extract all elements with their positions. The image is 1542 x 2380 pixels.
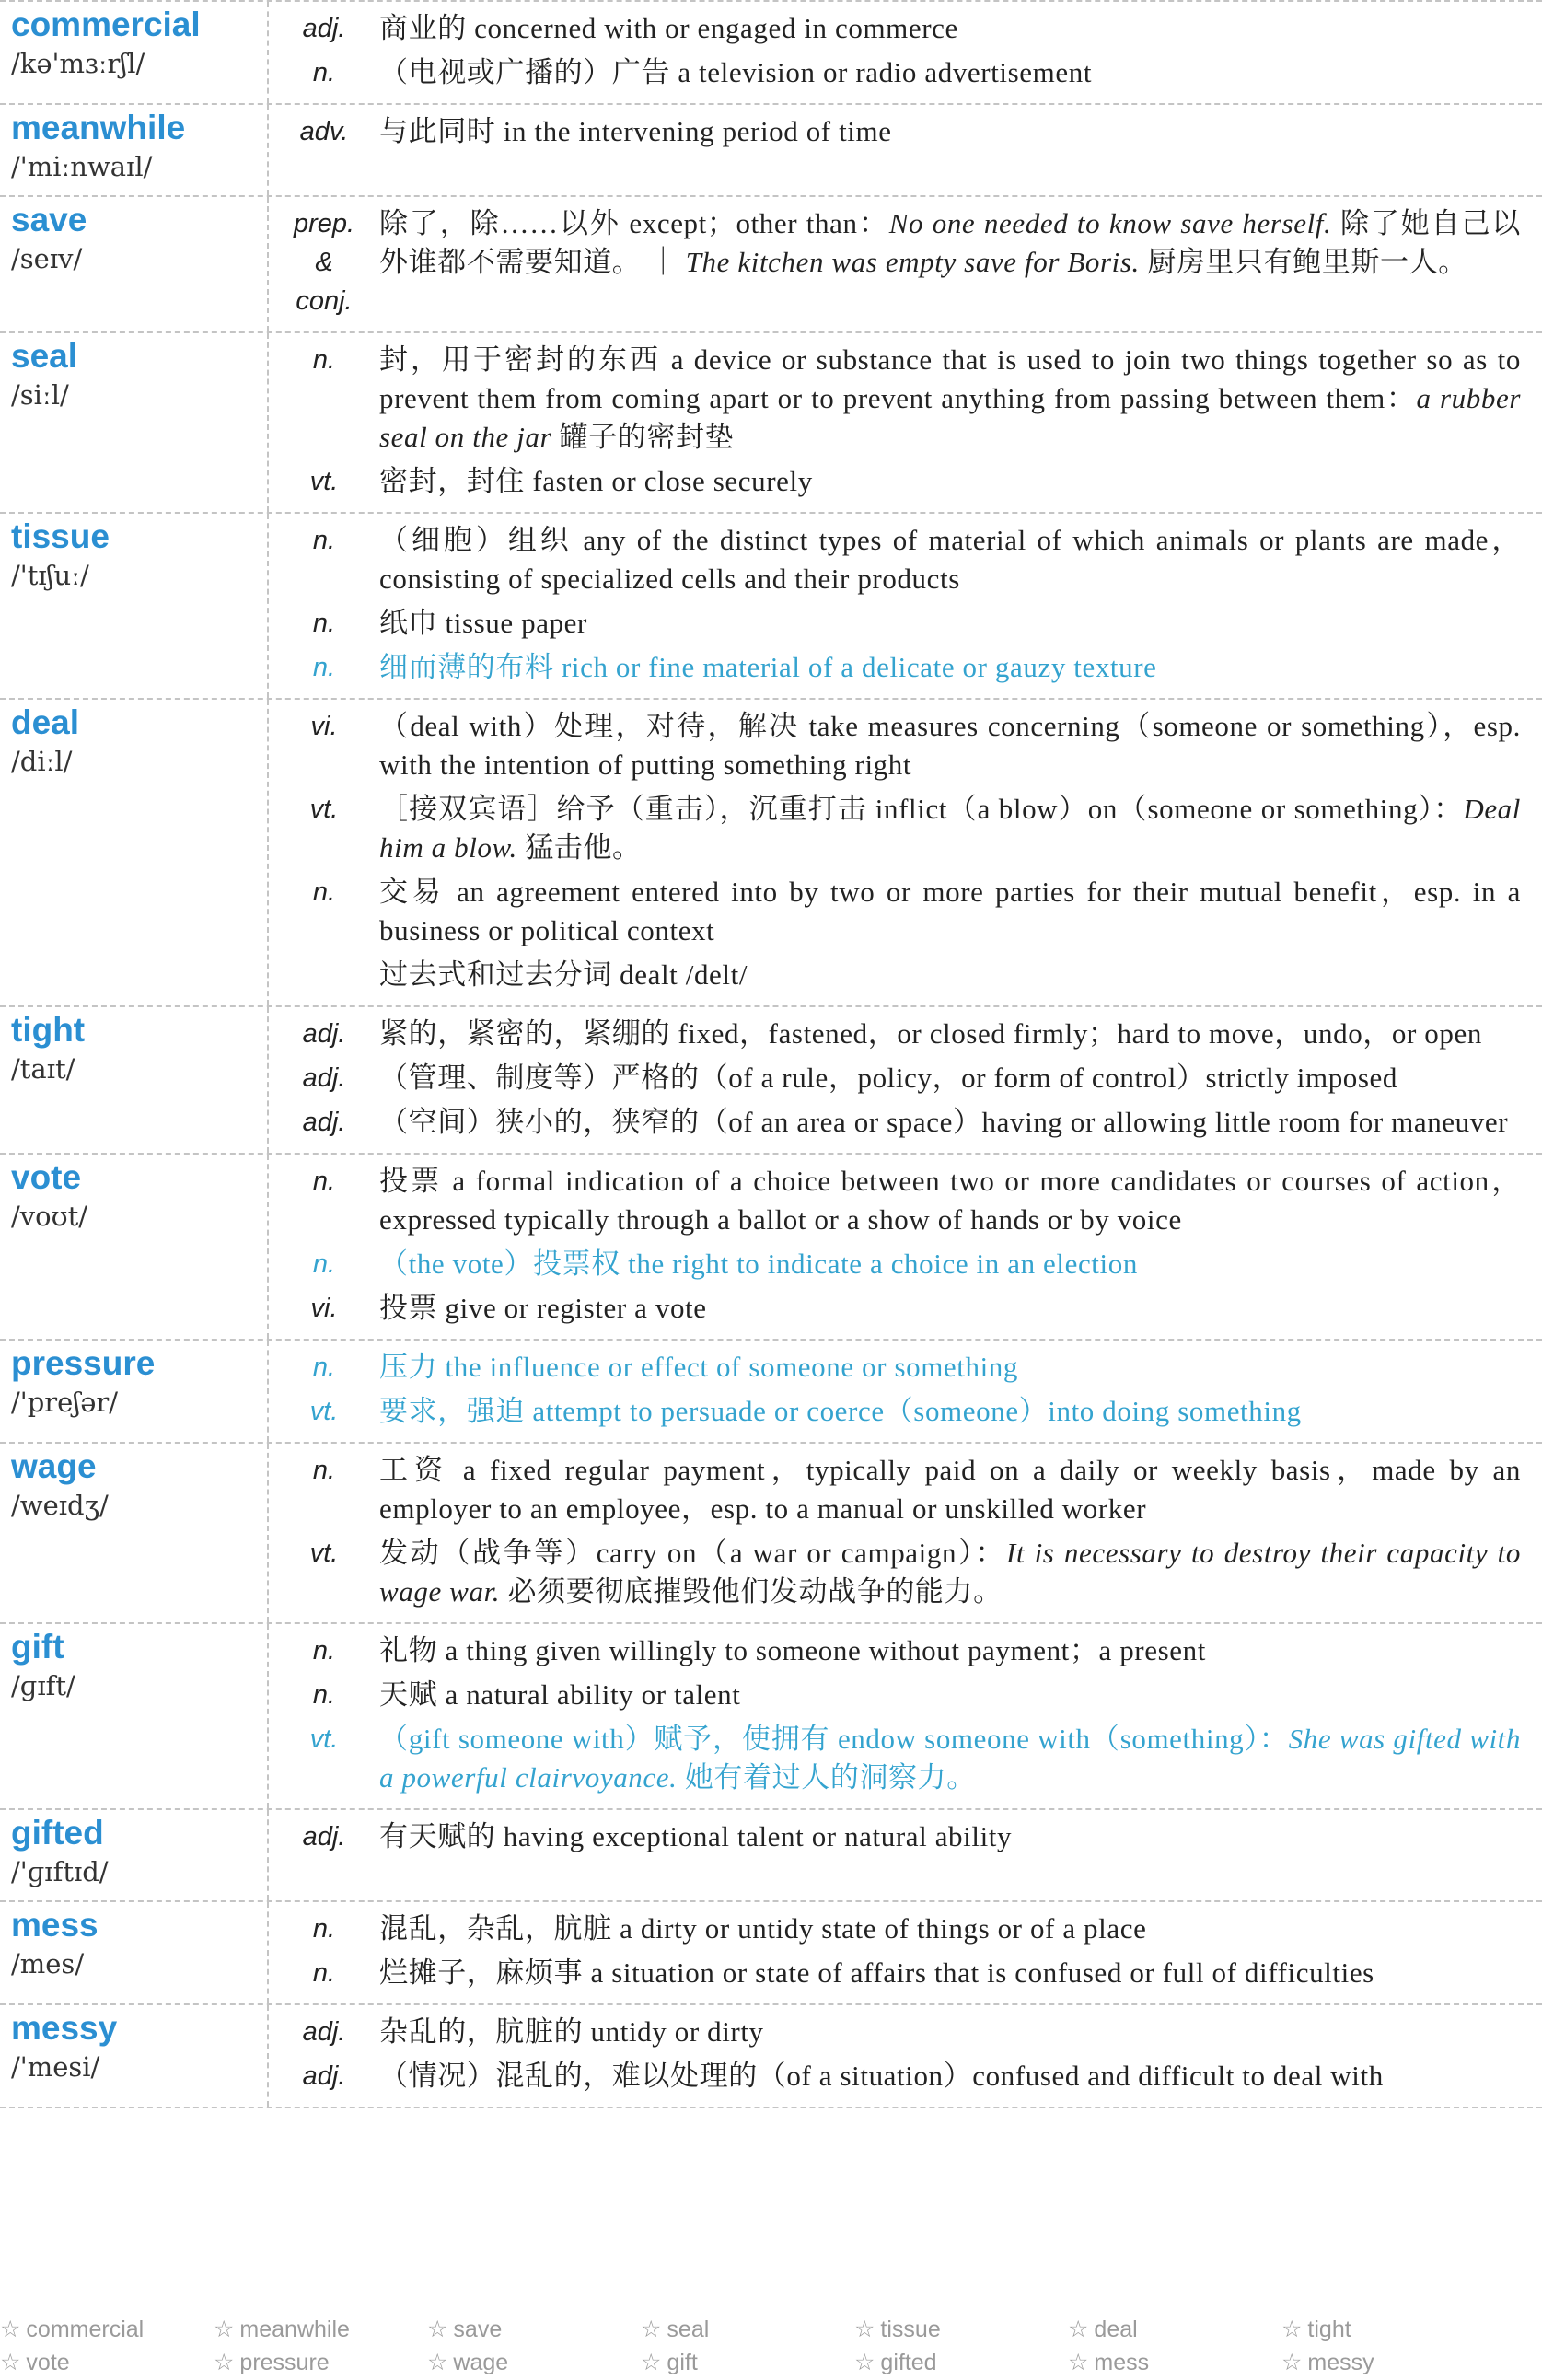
nav-link-label: tight <box>1307 2316 1351 2342</box>
entry-wage <box>0 1444 1542 1624</box>
definition <box>379 1059 1521 1097</box>
sense <box>269 1954 1542 1992</box>
nav-link-messy[interactable] <box>1281 2346 1495 2379</box>
headword: wage <box>11 1447 97 1485</box>
nav-row <box>0 2313 1542 2346</box>
phonetic: /'tɪʃuː/ <box>11 560 89 591</box>
part-of-speech: n. <box>312 1456 336 1485</box>
definition <box>379 1162 1521 1239</box>
part-of-speech: vt. <box>309 795 339 824</box>
definition-text: 封，用于密封的东西 a device or substance that is used to join two things together so as to prevent them from coming apart or to prevent anything from passing between them： <box>379 343 1521 414</box>
example-translation: 除了她自己以外谁都不需要知道。 <box>379 207 1521 278</box>
definition <box>379 9 1521 48</box>
headword-column <box>0 1341 269 1442</box>
sense-list <box>269 333 1542 512</box>
phonetic: /taɪt/ <box>11 1053 75 1085</box>
part-of-speech: adj. <box>302 1822 346 1852</box>
sense-list <box>269 1810 1542 1900</box>
nav-link-tight[interactable] <box>1281 2313 1495 2346</box>
star-icon: ☆ <box>1068 2316 1089 2342</box>
definition <box>379 1817 1521 1856</box>
definition-text: 发动（战争等）carry on（a war or campaign）： <box>379 1537 1007 1569</box>
headword: seal <box>11 337 78 375</box>
headword-column <box>0 1155 269 1339</box>
headword: gift <box>11 1628 64 1666</box>
entry-tight <box>0 1007 1542 1155</box>
definition-text: 商业的 concerned with or engaged in commerce <box>379 12 958 44</box>
headword: deal <box>11 703 80 741</box>
definition <box>379 1631 1521 1670</box>
part-of-speech: adj. <box>302 1063 346 1093</box>
definition-text: （电视或广播的）广告 a television or radio advertisement <box>379 56 1093 88</box>
sense <box>269 9 1542 48</box>
definition-text: 投票 give or register a vote <box>379 1292 707 1324</box>
nav-link-label: gift <box>667 2350 698 2375</box>
sense <box>269 341 1542 457</box>
definition <box>379 1910 1521 1948</box>
sense <box>269 204 1542 320</box>
nav-link-deal[interactable] <box>1068 2313 1281 2346</box>
star-icon: ☆ <box>1068 2350 1089 2375</box>
sense <box>269 521 1542 598</box>
definition-text: ［接双宾语］给予（重击），沉重打击 inflict（a blow）on（someone or something）： <box>379 793 1464 825</box>
sense <box>269 1392 1542 1431</box>
sense-list <box>269 1902 1542 2003</box>
star-icon: ☆ <box>641 2316 662 2342</box>
part-of-speech: vi. <box>310 712 338 741</box>
sense <box>269 1289 1542 1328</box>
sense <box>269 1059 1542 1097</box>
nav-link-label: commercial <box>26 2316 145 2342</box>
definition-text: 混乱，杂乱，肮脏 a dirty or untidy state of things or of a place <box>379 1912 1147 1945</box>
sense-list <box>269 197 1542 331</box>
part-of-speech: prep. & conj. <box>293 209 355 316</box>
part-of-speech: n. <box>312 1353 336 1382</box>
definition <box>379 1289 1521 1328</box>
star-icon: ☆ <box>0 2350 21 2375</box>
definition <box>379 790 1521 867</box>
star-icon: ☆ <box>427 2350 448 2375</box>
nav-link-label: mess <box>1094 2350 1150 2375</box>
part-of-speech: n. <box>312 1958 336 1988</box>
sense <box>269 1676 1542 1714</box>
example-sentence: Deal him a blow. <box>379 793 1521 864</box>
sense <box>269 2013 1542 2051</box>
phonetic: /voʊt/ <box>11 1201 88 1232</box>
definition <box>379 604 1521 643</box>
definition <box>379 521 1521 598</box>
definition-text: 烂摊子，麻烦事 a situation or state of affairs that is confused or full of difficulties <box>379 1956 1374 1989</box>
definition-text: 与此同时 in the intervening period of time <box>379 115 892 147</box>
entry-deal <box>0 700 1542 1007</box>
definition-text: 过去式和过去分词 dealt /delt/ <box>379 958 748 991</box>
headword-column <box>0 1624 269 1808</box>
headword: tight <box>11 1011 86 1049</box>
definition <box>379 1534 1521 1611</box>
definition-text: 细而薄的布料 rich or fine material of a delicate or gauzy texture <box>379 651 1157 683</box>
headword: meanwhile <box>11 109 186 146</box>
part-of-speech: n. <box>312 345 336 375</box>
star-icon: ☆ <box>854 2316 875 2342</box>
sense-list <box>269 105 1542 195</box>
part-of-speech: n. <box>312 526 336 555</box>
definition-text: （管理、制度等）严格的（of a rule，policy，or form of control）strictly imposed <box>379 1062 1398 1094</box>
definition-text: 除了，除……以外 except；other than： <box>379 207 889 239</box>
example-sentence: No one needed to know save herself. <box>888 207 1332 239</box>
entry-seal <box>0 333 1542 514</box>
sense-list <box>269 2005 1542 2107</box>
part-of-speech: vt. <box>309 1538 339 1568</box>
definition <box>379 53 1521 92</box>
part-of-speech: adj. <box>302 1108 346 1137</box>
entry-gifted <box>0 1810 1542 1902</box>
example-translation: 罐子的密封垫 <box>559 421 735 453</box>
headword-column <box>0 700 269 1005</box>
headword: gifted <box>11 1814 104 1852</box>
definition <box>379 1103 1521 1142</box>
sense-list <box>269 1624 1542 1808</box>
part-of-speech: n. <box>312 609 336 638</box>
sense <box>269 1631 1542 1670</box>
phonetic: /kə'mɜːrʃl/ <box>11 48 145 79</box>
nav-link-label: deal <box>1094 2316 1138 2342</box>
sense <box>269 1245 1542 1283</box>
headword-column <box>0 1007 269 1153</box>
example-translation: 她有着过人的洞察力。 <box>684 1761 976 1794</box>
sense-list <box>269 2 1542 103</box>
definition <box>379 204 1521 282</box>
headword: pressure <box>11 1344 156 1382</box>
definition-text: 纸巾 tissue paper <box>379 607 587 639</box>
star-icon: ☆ <box>214 2350 235 2375</box>
headword: vote <box>11 1158 82 1196</box>
example-sentence: The kitchen was empty save for Boris. <box>685 246 1140 278</box>
part-of-speech: adj. <box>302 2017 346 2047</box>
part-of-speech: adj. <box>302 14 346 43</box>
sense <box>269 1817 1542 1856</box>
nav-link-label: meanwhile <box>239 2316 350 2342</box>
nav-row <box>0 2346 1542 2379</box>
definition-text: 压力 the influence or effect of someone or something <box>379 1351 1019 1383</box>
sense-list <box>269 1444 1542 1622</box>
sense-list <box>269 1007 1542 1153</box>
nav-link-tissue[interactable] <box>854 2313 1068 2346</box>
headword: save <box>11 201 87 238</box>
definition-text: 天赋 a natural ability or talent <box>379 1678 741 1711</box>
sense <box>269 956 1542 994</box>
definition <box>379 2013 1521 2051</box>
nav-link-label: wage <box>453 2350 509 2375</box>
part-of-speech: adv. <box>299 117 349 146</box>
definition <box>379 462 1521 501</box>
part-of-speech: n. <box>312 1636 336 1666</box>
part-of-speech: vi. <box>310 1294 338 1323</box>
sense <box>269 873 1542 950</box>
sense <box>269 1451 1542 1528</box>
example-translation: 厨房里只有鲍里斯一人。 <box>1147 246 1467 278</box>
sense <box>269 462 1542 501</box>
headword-column <box>0 197 269 331</box>
phonetic: /'ɡɪftɪd/ <box>11 1856 109 1887</box>
nav-link-commercial[interactable] <box>0 2313 214 2346</box>
phonetic: /ɡɪft/ <box>11 1670 75 1701</box>
phonetic: /'mesi/ <box>11 2051 100 2083</box>
definition-text: 紧的，紧密的，紧绷的 fixed，fastened，or closed firmly；hard to move，undo，or open <box>379 1017 1482 1050</box>
part-of-speech: n. <box>312 1914 336 1944</box>
definition <box>379 341 1521 457</box>
headword-column <box>0 1444 269 1622</box>
headword-column <box>0 1810 269 1900</box>
definition-text: （the vote）投票权 the right to indicate a choice in an election <box>379 1248 1138 1280</box>
definition-text: 密封，封住 fasten or close securely <box>379 465 813 497</box>
part-of-speech: vt. <box>309 1724 339 1754</box>
nav-link-gift[interactable] <box>641 2346 854 2379</box>
part-of-speech: adj. <box>302 2061 346 2091</box>
nav-link-label: gifted <box>880 2350 937 2375</box>
entry-save <box>0 197 1542 333</box>
sense <box>269 53 1542 92</box>
example-sentence: a rubber seal on the jar <box>379 382 1522 453</box>
sense <box>269 1015 1542 1053</box>
definition-text: 杂乱的，肮脏的 untidy or dirty <box>379 2015 764 2048</box>
nav-link-pressure[interactable] <box>214 2346 427 2379</box>
headword-column <box>0 2005 269 2107</box>
sense <box>269 790 1542 867</box>
phonetic: /siːl/ <box>11 379 69 411</box>
definition-text: 有天赋的 having exceptional talent or natural ability <box>379 1820 1013 1852</box>
headword: tissue <box>11 517 110 555</box>
headword: messy <box>11 2009 118 2047</box>
star-icon: ☆ <box>1281 2350 1303 2375</box>
definition-text: 交易 an agreement entered into by two or more parties for their mutual benefit，esp. in a business or political context <box>379 876 1521 946</box>
word-index-nav <box>0 2313 1542 2379</box>
definition-text: （gift someone with）赋予，使拥有 endow someone with（something）： <box>379 1723 1289 1755</box>
definition-text: （空间）狭小的，狭窄的（of an area or space）having or allowing little room for maneuver <box>379 1106 1509 1138</box>
definition <box>379 1451 1521 1528</box>
definition <box>379 1348 1521 1387</box>
sense <box>269 1534 1542 1611</box>
nav-link-gifted[interactable] <box>854 2346 1068 2379</box>
part-of-speech: n. <box>312 1249 336 1279</box>
sense <box>269 707 1542 784</box>
entry-messy <box>0 2005 1542 2108</box>
sense <box>269 1103 1542 1142</box>
phonetic: /'miːnwaɪl/ <box>11 151 153 182</box>
star-icon: ☆ <box>854 2350 875 2375</box>
part-of-speech: adj. <box>302 1019 346 1049</box>
definition <box>379 873 1521 950</box>
definition <box>379 112 1521 151</box>
sense <box>269 1162 1542 1239</box>
sense <box>269 604 1542 643</box>
definition <box>379 1392 1521 1431</box>
sense <box>269 648 1542 687</box>
definition <box>379 1954 1521 1992</box>
definition-text: 投票 a formal indication of a choice between two or more candidates or courses of action，expressed typically through a ballot or a show of hands or by voice <box>379 1165 1521 1236</box>
headword-column <box>0 105 269 195</box>
sense <box>269 1348 1542 1387</box>
sense <box>269 1720 1542 1797</box>
phonetic: /weɪdʒ/ <box>11 1490 109 1521</box>
star-icon: ☆ <box>1281 2316 1303 2342</box>
star-icon: ☆ <box>214 2316 235 2342</box>
example-translation: 必须要彻底摧毁他们发动战争的能力。 <box>507 1575 1003 1608</box>
nav-link-mess[interactable] <box>1068 2346 1281 2379</box>
definition-text: 礼物 a thing given willingly to someone without payment；a present <box>379 1634 1206 1666</box>
nav-link-label: seal <box>667 2316 710 2342</box>
sense-list <box>269 700 1542 1005</box>
sense <box>269 2057 1542 2096</box>
sense-list <box>269 514 1542 698</box>
definition <box>379 1676 1521 1714</box>
part-of-speech: n. <box>312 877 336 907</box>
entry-commercial <box>0 0 1542 105</box>
entry-mess <box>0 1902 1542 2005</box>
entry-vote <box>0 1155 1542 1341</box>
definition-text: （deal with）处理，对待，解决 take measures concerning（someone or something），esp. with the intention of putting something right <box>379 710 1521 781</box>
headword: mess <box>11 1906 99 1944</box>
phonetic: /diːl/ <box>11 746 73 777</box>
nav-link-label: pressure <box>239 2350 330 2375</box>
star-icon: ☆ <box>0 2316 21 2342</box>
phonetic: /'preʃər/ <box>11 1387 118 1418</box>
example-separator: ｜ <box>641 246 686 278</box>
definition <box>379 1015 1521 1053</box>
part-of-speech: vt. <box>309 467 339 496</box>
star-icon: ☆ <box>641 2350 662 2375</box>
entry-pressure <box>0 1341 1542 1444</box>
entry-tissue <box>0 514 1542 700</box>
sense-list <box>269 1341 1542 1442</box>
definition-text: （情况）混乱的，难以处理的（of a situation）confused and difficult to deal with <box>379 2060 1384 2092</box>
definition <box>379 1720 1521 1797</box>
nav-link-seal[interactable] <box>641 2313 854 2346</box>
part-of-speech: n. <box>312 1680 336 1710</box>
definition <box>379 956 1521 994</box>
nav-link-meanwhile[interactable] <box>214 2313 427 2346</box>
phonetic: /seɪv/ <box>11 243 83 274</box>
example-sentence: She was gifted with a powerful clairvoyance. <box>379 1723 1521 1794</box>
part-of-speech: n. <box>312 653 336 682</box>
definition <box>379 2057 1521 2096</box>
definition-text: 工资 a fixed regular payment，typically paid on a daily or weekly basis，made by an employer to an employee，esp. to a manual or unskilled worker <box>379 1454 1521 1525</box>
nav-link-label: messy <box>1307 2350 1374 2375</box>
part-of-speech: n. <box>312 1167 336 1196</box>
part-of-speech: n. <box>312 58 336 87</box>
definition-text: （细胞）组织 any of the distinct types of material of which animals or plants are made，consisting of specialized cells and their products <box>379 524 1521 595</box>
definition <box>379 1245 1521 1283</box>
nav-link-label: tissue <box>880 2316 941 2342</box>
definition-text: 要求，强迫 attempt to persuade or coerce（someone）into doing something <box>379 1395 1302 1427</box>
headword: commercial <box>11 6 201 43</box>
headword-column <box>0 333 269 512</box>
entry-meanwhile <box>0 105 1542 197</box>
nav-link-label: vote <box>26 2350 70 2375</box>
example-translation: 猛击他。 <box>525 831 642 864</box>
definition <box>379 648 1521 687</box>
sense-list <box>269 1155 1542 1339</box>
headword-column <box>0 514 269 698</box>
nav-link-save[interactable] <box>427 2313 641 2346</box>
nav-link-vote[interactable] <box>0 2346 214 2379</box>
definition <box>379 707 1521 784</box>
headword-column <box>0 2 269 103</box>
headword-column <box>0 1902 269 2003</box>
entry-gift <box>0 1624 1542 1810</box>
phonetic: /mes/ <box>11 1948 85 1979</box>
example-sentence: It is necessary to destroy their capacity to wage war. <box>379 1537 1521 1608</box>
sense <box>269 112 1542 151</box>
nav-link-label: save <box>453 2316 503 2342</box>
nav-link-wage[interactable] <box>427 2346 641 2379</box>
star-icon: ☆ <box>427 2316 448 2342</box>
part-of-speech: vt. <box>309 1397 339 1426</box>
sense <box>269 1910 1542 1948</box>
